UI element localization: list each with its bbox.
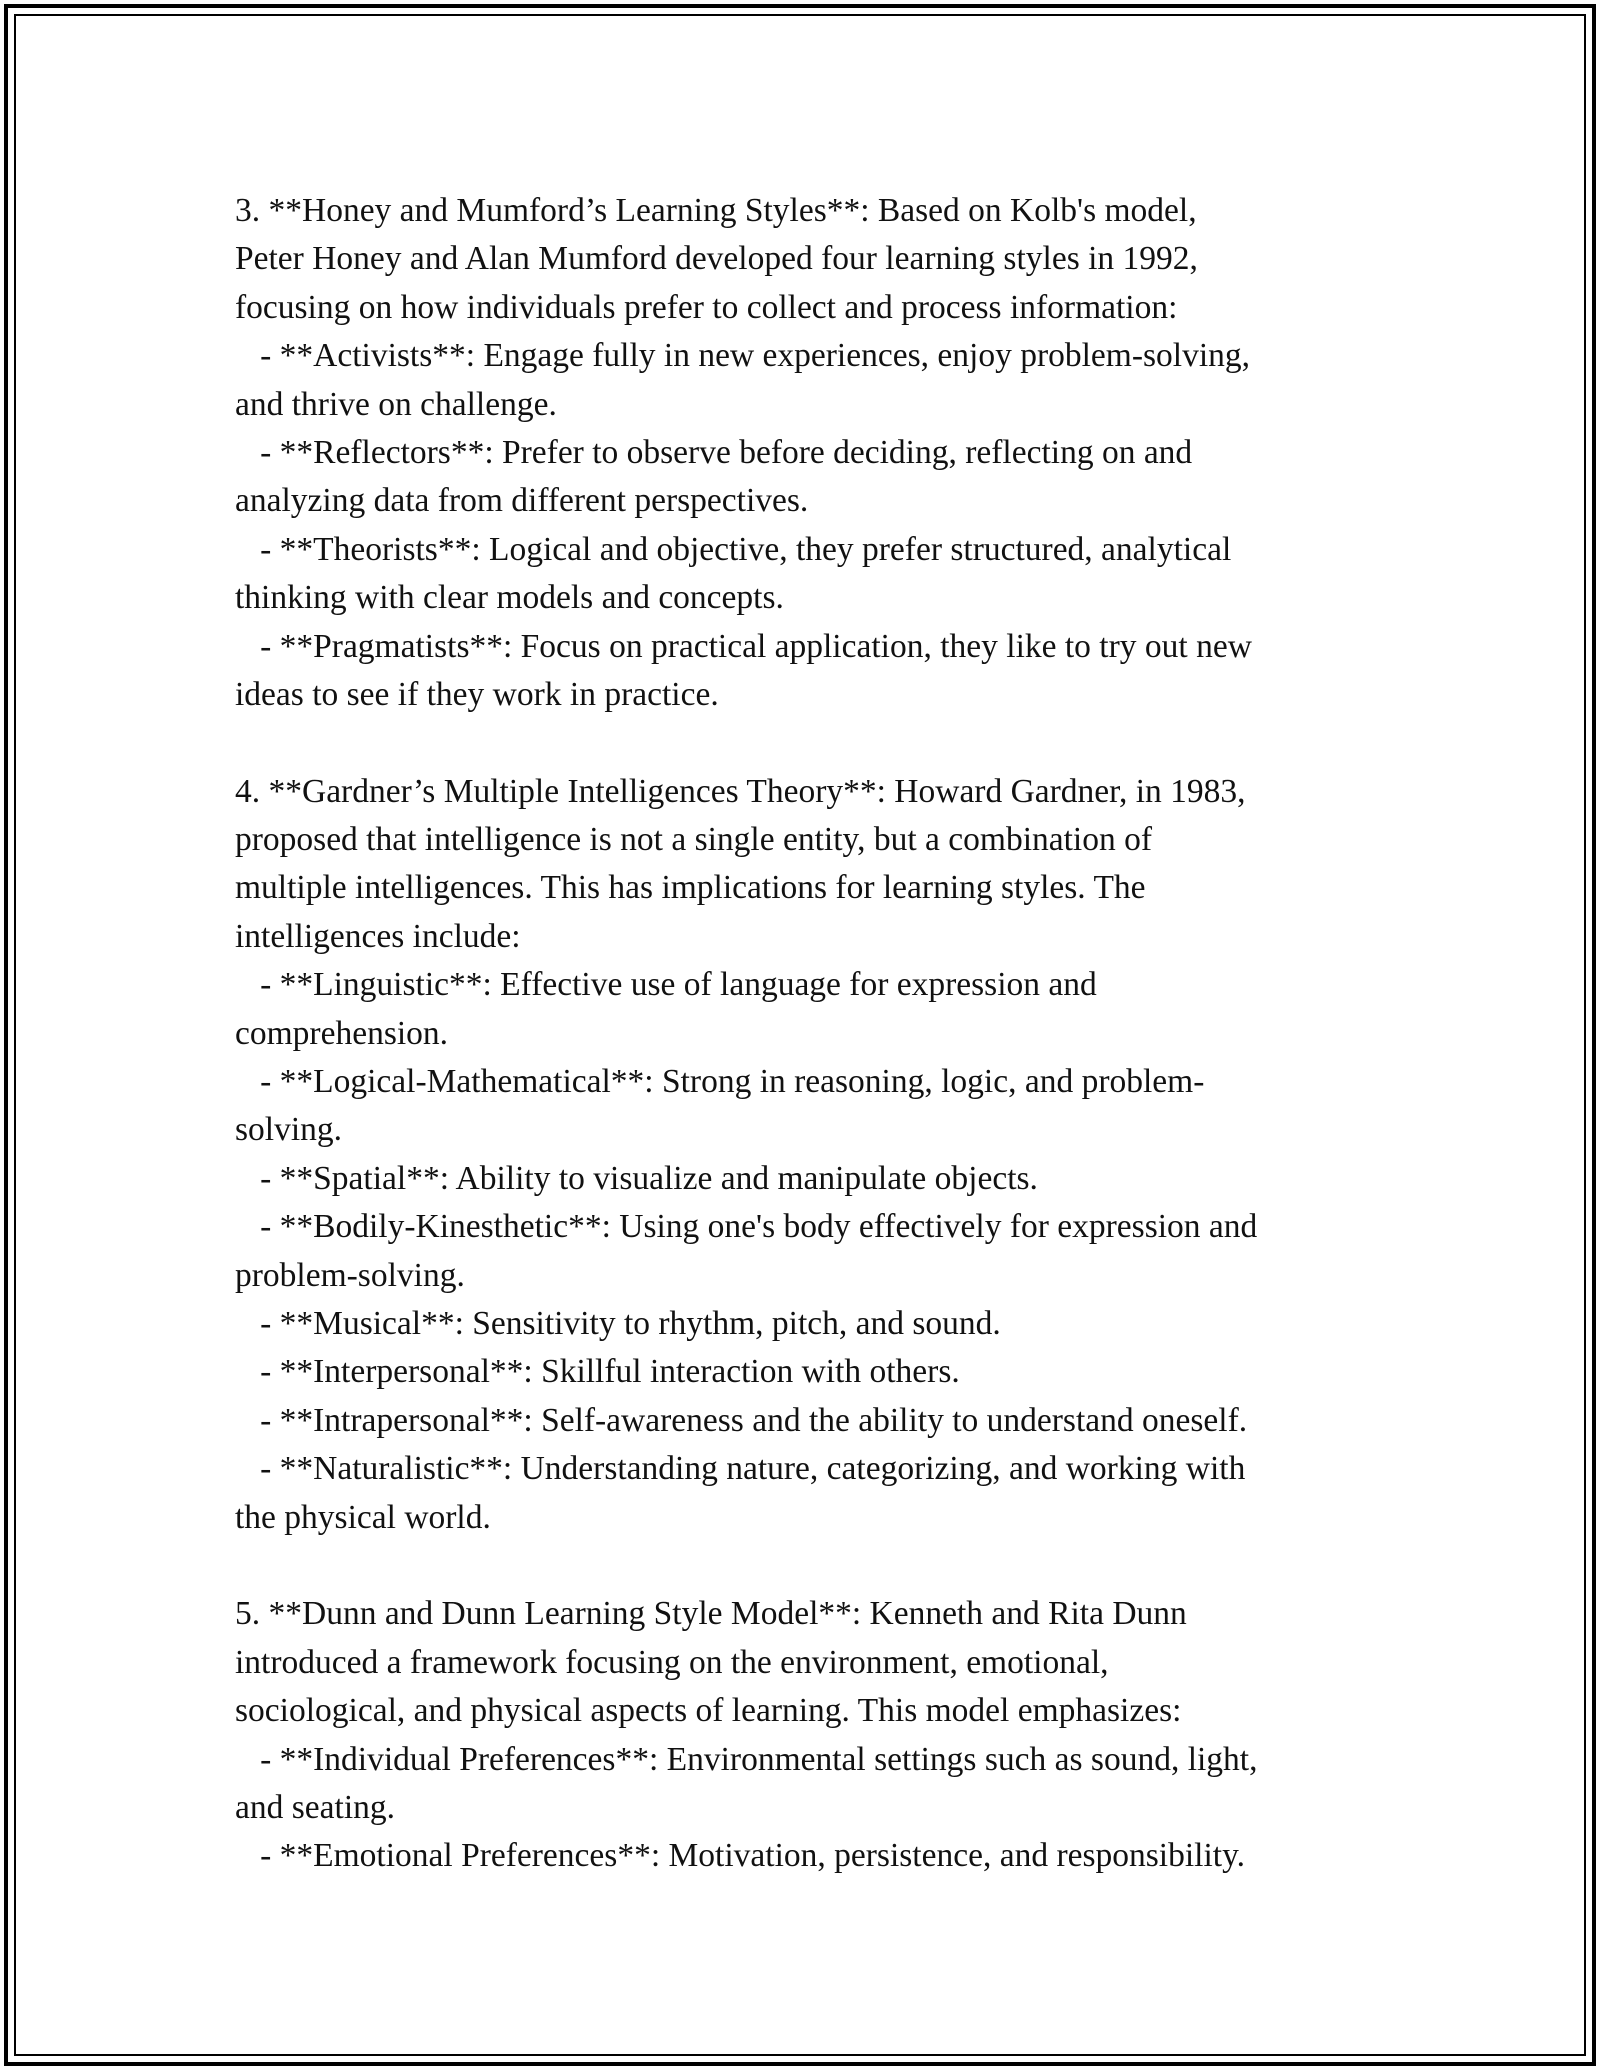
text-line: and seating. [235,1788,396,1826]
text-line: - **Bodily-Kinesthetic**: Using one's body effectively for expression and [235,1208,1258,1246]
text-line: ideas to see if they work in practice. [235,675,719,713]
text-line: - **Reflectors**: Prefer to observe before deciding, reflecting on and [235,433,1193,471]
text-line: the physical world. [235,1498,491,1536]
text-line: - **Theorists**: Logical and objective, they prefer structured, analytical [235,530,1232,568]
text-line: solving. [235,1111,343,1149]
text-line: - **Musical**: Sensitivity to rhythm, pitch, and sound. [235,1304,1001,1342]
text-line: 3. **Honey and Mumford’s Learning Styles**: Based on Kolb's model, [235,192,1197,229]
text-line: multiple intelligences. This has implications for learning styles. The [235,869,1146,907]
text-line: proposed that intelligence is not a single entity, but a combination of [235,821,1153,859]
text-line: sociological, and physical aspects of learning. This model emphasizes: [235,1692,1182,1730]
document-body [235,187,1375,1881]
text-line: - **Intrapersonal**: Self-awareness and the ability to understand oneself. [235,1401,1248,1439]
text-line: thinking with clear models and concepts. [235,579,784,617]
text-line: introduced a framework focusing on the environment, emotional, [235,1643,1109,1681]
text-line: - **Naturalistic**: Understanding nature, categorizing, and working with [235,1450,1246,1488]
text-line: focusing on how individuals prefer to collect and process information: [235,288,1178,326]
text-line: - **Interpersonal**: Skillful interaction with others. [235,1353,960,1391]
text-line: - **Pragmatists**: Focus on practical application, they like to try out new [235,627,1252,665]
text-line: analyzing data from different perspectives. [235,482,809,520]
text-line: - **Spatial**: Ability to visualize and manipulate objects. [235,1159,1038,1197]
text-line: problem-solving. [235,1256,465,1294]
text-line: - **Activists**: Engage fully in new experiences, enjoy problem-solving, [235,337,1251,375]
paragraph-gap [235,1542,1375,1590]
text-line: - **Emotional Preferences**: Motivation, persistence, and responsibility. [235,1837,1246,1875]
text-line: - **Individual Preferences**: Environmental settings such as sound, light, [235,1740,1258,1778]
text-line: comprehension. [235,1014,449,1052]
text-line: 4. **Gardner’s Multiple Intelligences Theory**: Howard Gardner, in 1983, [235,772,1246,810]
text-line: - **Linguistic**: Effective use of language for expression and [235,966,1097,1004]
text-line: Peter Honey and Alan Mumford developed four learning styles in 1992, [235,240,1198,278]
text-line: - **Logical-Mathematical**: Strong in reasoning, logic, and problem- [235,1063,1205,1101]
paragraph-gap [235,719,1375,767]
text-line: and thrive on challenge. [235,385,557,423]
text-line: intelligences include: [235,917,521,955]
text-line: 5. **Dunn and Dunn Learning Style Model**: Kenneth and Rita Dunn [235,1595,1187,1633]
